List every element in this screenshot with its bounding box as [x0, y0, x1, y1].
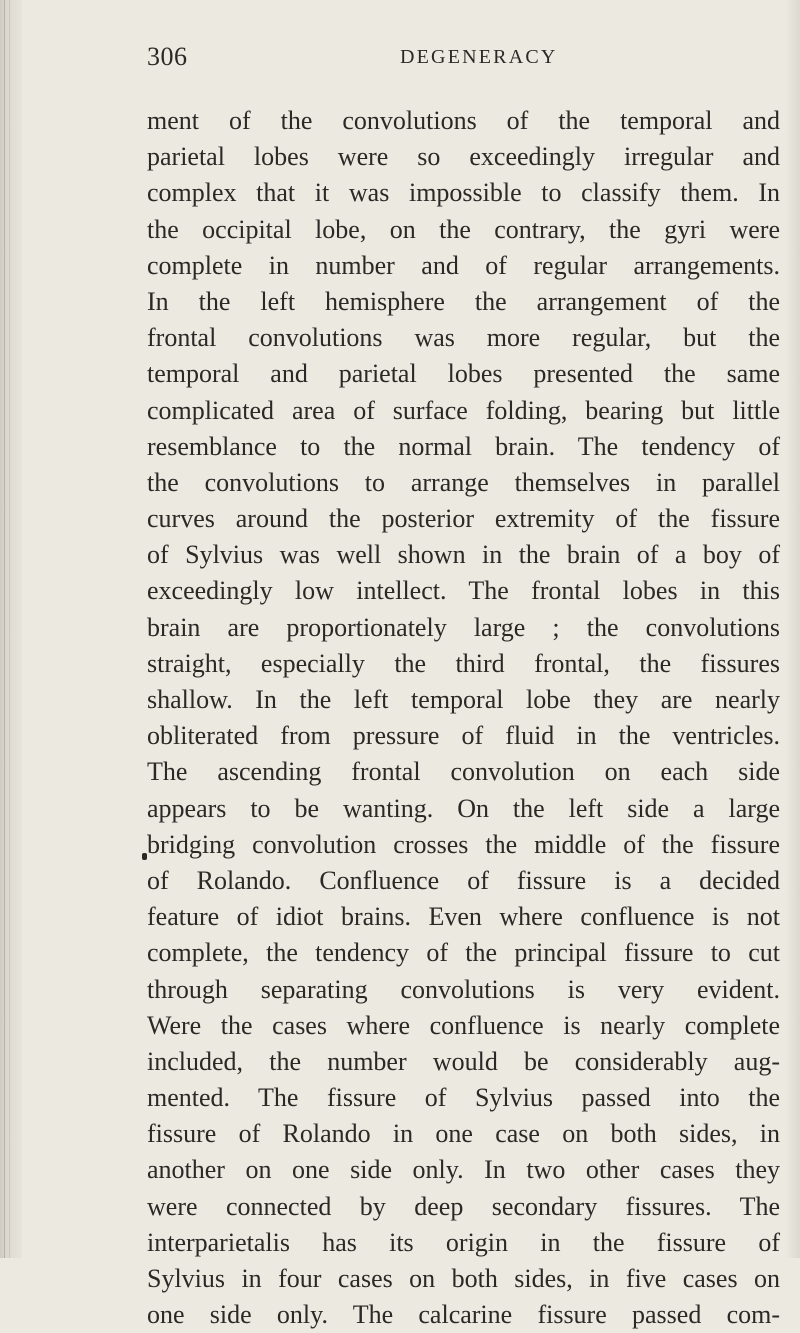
text-line: fissure of Rolando in one case on both sides, in	[147, 1119, 780, 1149]
text-line: The ascending frontal convolution on each side	[147, 757, 780, 787]
text-line: bridging convolution crosses the middle of the fissure	[147, 829, 780, 859]
page-shadow	[786, 0, 800, 1258]
text-line: obliterated from pressure of fluid in the ventricles.	[147, 721, 780, 751]
text-line: through separating convolutions is very evident.	[147, 974, 780, 1004]
body-text	[147, 103, 780, 1333]
text-line: ment of the convolutions of the temporal and	[147, 106, 780, 135]
text-line: the occipital lobe, on the contrary, the gyri were	[147, 214, 780, 244]
text-line: another on one side only. In two other cases they	[147, 1155, 780, 1185]
text-line: the convolutions to arrange themselves in parallel	[147, 467, 780, 497]
text-line: brain are proportionately large ; the convolutions	[147, 612, 780, 642]
text-line: curves around the posterior extremity of the fissure	[147, 504, 780, 534]
text-line: frontal convolutions was more regular, but the	[147, 323, 780, 353]
text-line: resemblance to the normal brain. The tendency of	[147, 431, 780, 461]
text-line: of Sylvius was well shown in the brain of a boy of	[147, 540, 780, 570]
text-line: temporal and parietal lobes presented the same	[147, 359, 780, 389]
text-line: included, the number would be considerably aug-	[147, 1046, 780, 1076]
text-line: straight, especially the third frontal, the fissures	[147, 648, 780, 678]
text-line: mented. The fissure of Sylvius passed into the	[147, 1083, 780, 1113]
page-header	[147, 42, 780, 82]
page-number: 306	[147, 42, 188, 71]
text-line: complicated area of surface folding, bearing but little	[147, 395, 780, 425]
text-line: Were the cases where confluence is nearly complete	[147, 1010, 780, 1040]
text-line: Sylvius in four cases on both sides, in five cases on	[147, 1264, 780, 1293]
text-line: complex that it was impossible to classify them. In	[147, 178, 780, 208]
text-line: appears to be wanting. On the left side a large	[147, 793, 780, 823]
text-line: In the left hemisphere the arrangement of the	[147, 286, 780, 316]
text-line: parietal lobes were so exceedingly irregular and	[147, 142, 780, 172]
text-line: of Rolando. Confluence of fissure is a decided	[147, 865, 780, 895]
running-head: DEGENERACY	[400, 46, 558, 68]
text-line: exceedingly low intellect. The frontal lobes in this	[147, 576, 780, 606]
text-line: one side only. The calcarine fissure passed com-	[147, 1300, 780, 1330]
text-line: feature of idiot brains. Even where confluence is not	[147, 902, 780, 932]
book-gutter	[0, 0, 22, 1258]
text-line: complete in number and of regular arrangements.	[147, 250, 780, 280]
text-line: interparietalis has its origin in the fissure of	[147, 1227, 780, 1257]
text-line: shallow. In the left temporal lobe they are nearly	[147, 685, 780, 714]
text-line: complete, the tendency of the principal fissure to cut	[147, 938, 780, 968]
text-line: were connected by deep secondary fissures. The	[147, 1191, 780, 1221]
